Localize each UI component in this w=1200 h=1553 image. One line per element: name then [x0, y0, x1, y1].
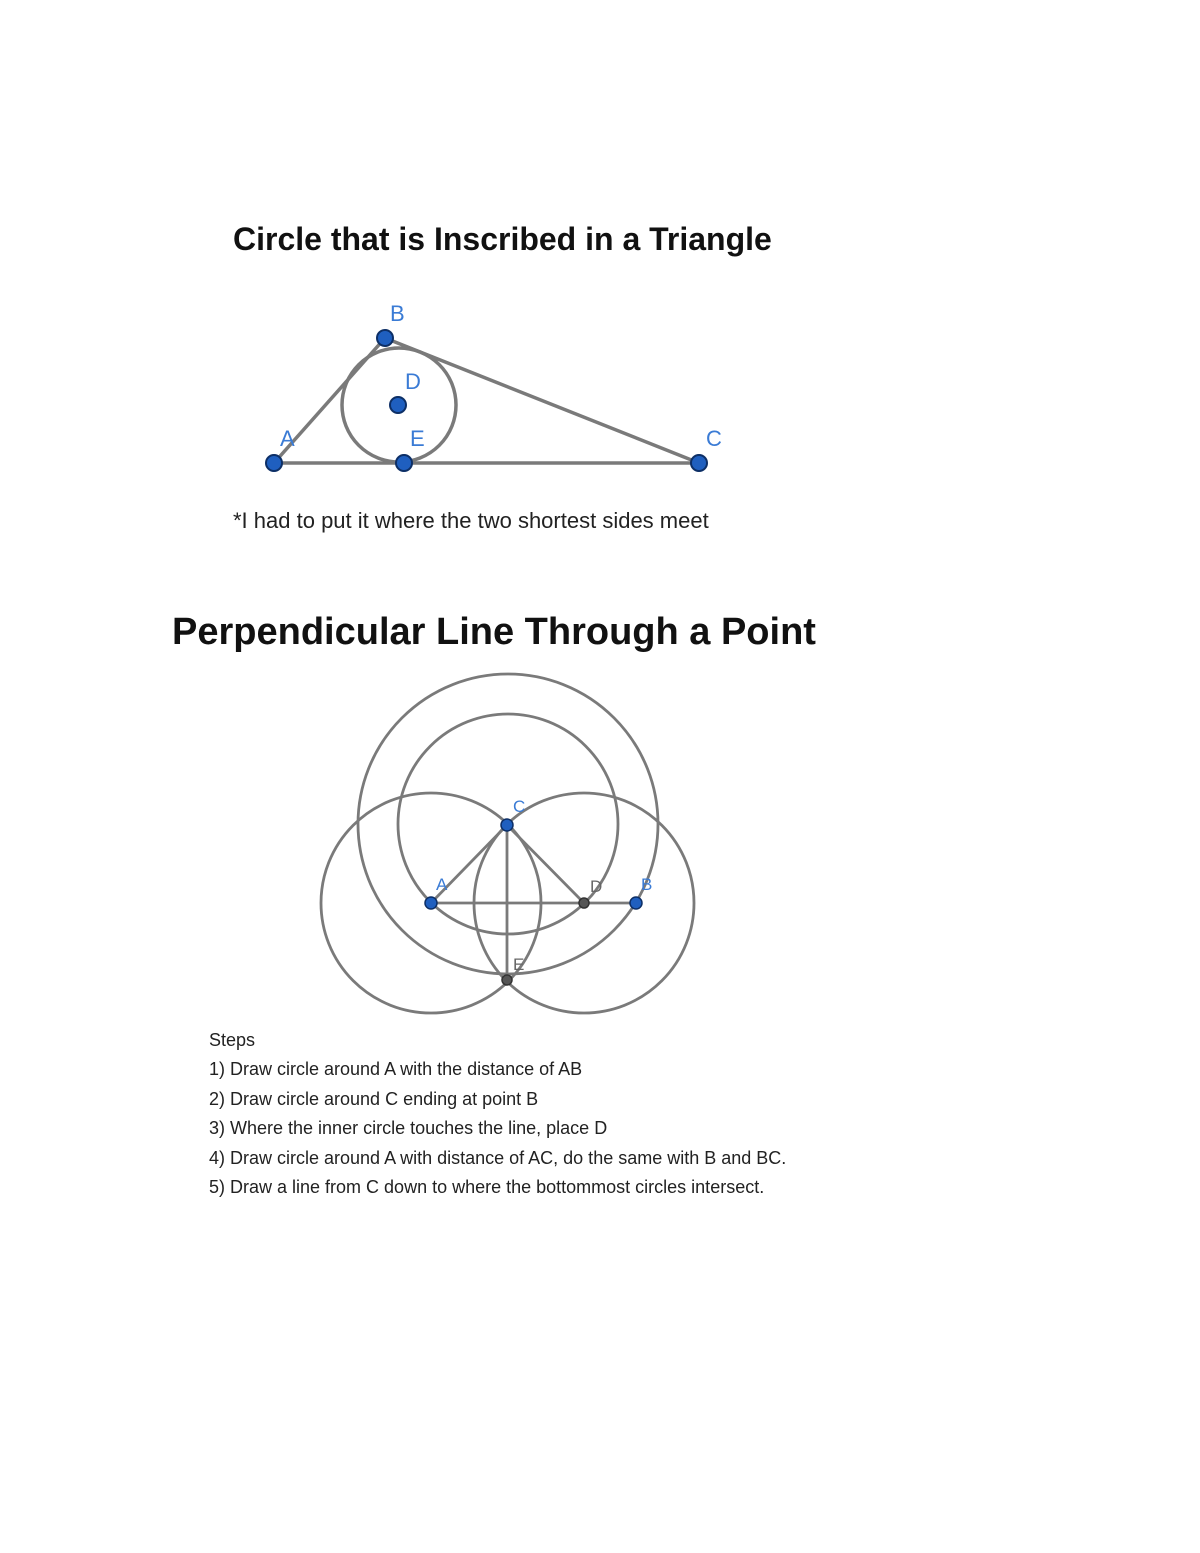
step-2: 2) Draw circle around C ending at point B	[209, 1088, 539, 1109]
perpendicular-figure	[321, 674, 694, 1013]
point-d	[390, 397, 406, 413]
label-c: C	[706, 426, 722, 451]
label-b-2: B	[641, 875, 653, 894]
step-5: 5) Draw a line from C down to where the bottommost circles intersect.	[209, 1177, 765, 1198]
point-c-2	[501, 819, 513, 831]
step-4: 4) Draw circle around A with distance of AC, do the same with B and BC.	[209, 1147, 787, 1168]
label-b: B	[390, 301, 405, 326]
label-d: D	[405, 369, 421, 394]
label-e: E	[410, 426, 425, 451]
point-e	[396, 455, 412, 471]
steps-list	[209, 1026, 786, 1202]
label-d-2: D	[590, 877, 603, 896]
line-cd	[507, 825, 584, 903]
point-b-2	[630, 897, 642, 909]
label-a: A	[280, 426, 295, 451]
perpendicular-line-title: Perpendicular Line Through a Point	[172, 611, 816, 653]
point-d-2	[579, 898, 589, 908]
step-3: 3) Where the inner circle touches the line, place D	[209, 1118, 608, 1139]
label-c-2: C	[513, 797, 526, 816]
point-c	[691, 455, 707, 471]
steps-heading: Steps	[209, 1030, 256, 1050]
inscribed-circle-note: *I had to put it where the two shortest sides meet	[233, 508, 709, 533]
point-e-2	[502, 975, 512, 985]
point-b	[377, 330, 393, 346]
label-a-2: A	[436, 875, 448, 894]
point-a-2	[425, 897, 437, 909]
step-1: 1) Draw circle around A with the distance of AB	[209, 1059, 583, 1080]
point-a	[266, 455, 282, 471]
label-e-2: E	[513, 955, 525, 974]
inscribed-circle-title: Circle that is Inscribed in a Triangle	[233, 221, 772, 257]
